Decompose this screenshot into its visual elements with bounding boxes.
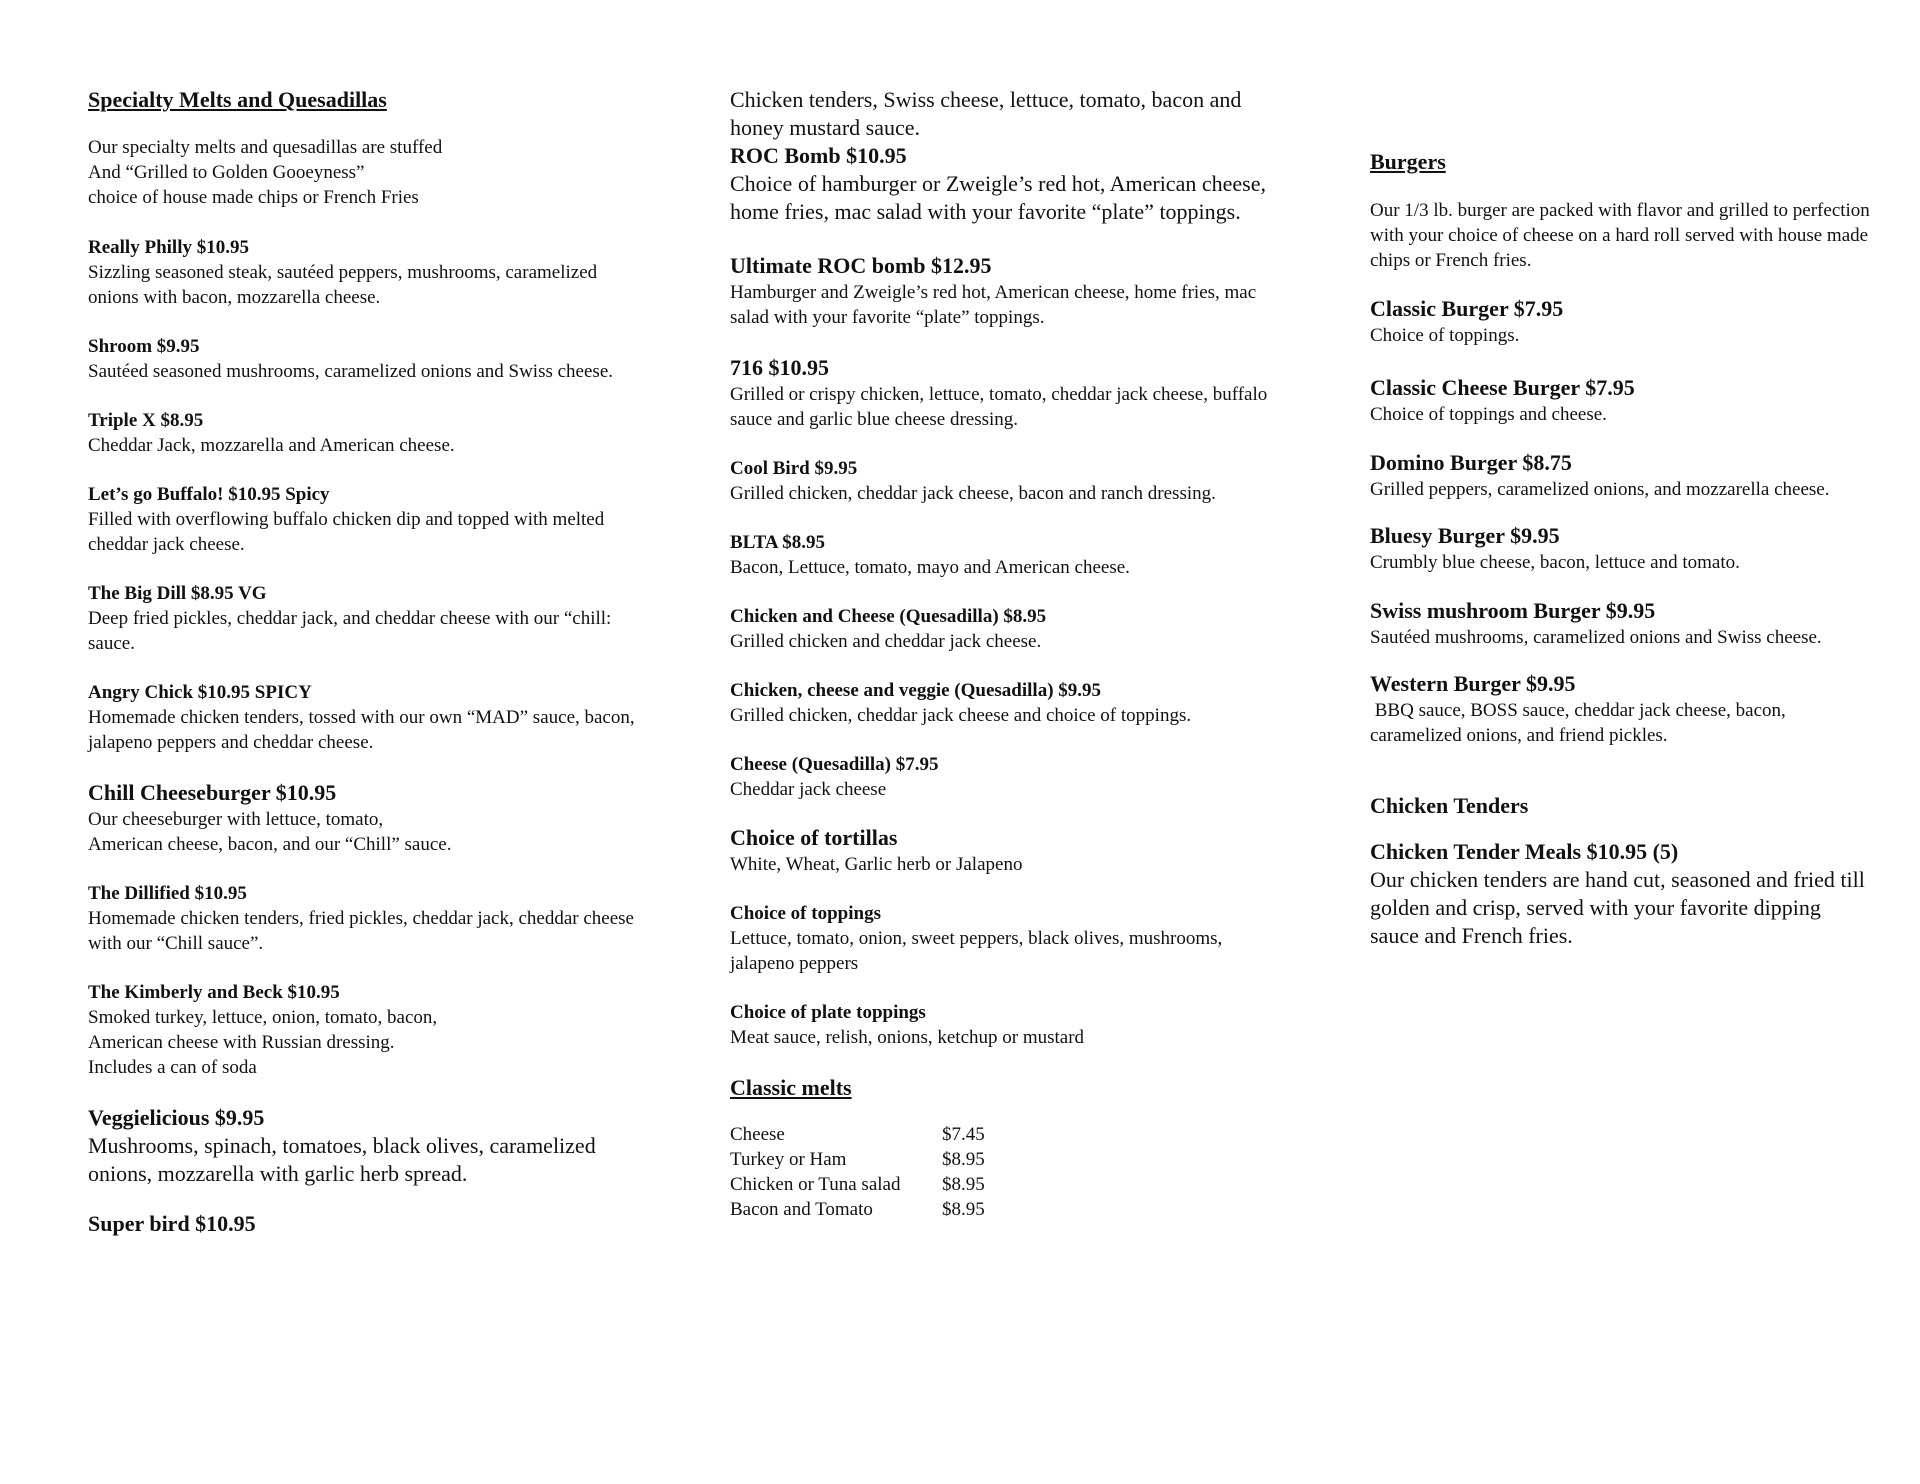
- classic-melts-table: [730, 1122, 985, 1222]
- menu-item-desc: Deep fried pickles, cheddar jack, and cheddar cheese with our “chill: sauce.: [88, 608, 612, 654]
- menu-item-big-dill: [88, 581, 648, 656]
- menu-item-title: Chill Cheeseburger $10.95: [88, 780, 337, 805]
- section-heading-classic-melts: Classic melts: [730, 1075, 852, 1100]
- menu-item-cool-bird: [730, 456, 1290, 506]
- menu-item-desc: Our chicken tenders are hand cut, seasoned and fried till golden and crisp, served with your favorite dipping sauce and French fries.: [1370, 867, 1865, 948]
- menu-item-triple-x: [88, 408, 648, 458]
- menu-item-desc: Hamburger and Zweigle’s red hot, American cheese, home fries, mac salad with your favorite “plate” toppings.: [730, 282, 1257, 328]
- menu-item-super-bird: [88, 1210, 648, 1238]
- menu-item-desc-line: American cheese with Russian dressing.: [88, 1032, 395, 1053]
- menu-item-title: Swiss mushroom Burger $9.95: [1370, 598, 1656, 623]
- menu-item-desc: Grilled chicken, cheddar jack cheese, bacon and ranch dressing.: [730, 483, 1216, 504]
- menu-item-really-philly: [88, 235, 648, 310]
- intro-line: choice of house made chips or French Fries: [88, 187, 419, 208]
- menu-item-desc-line: Smoked turkey, lettuce, onion, tomato, bacon,: [88, 1007, 438, 1028]
- choice-of-toppings: [730, 901, 1290, 976]
- menu-item-title: Veggielicious $9.95: [88, 1105, 265, 1130]
- table-row: [730, 1172, 985, 1197]
- menu-item-lets-go-buffalo: [88, 482, 648, 557]
- menu-item-western-burger: [1370, 670, 1870, 748]
- menu-item-title: Bluesy Burger $9.95: [1370, 523, 1560, 548]
- melt-name: Cheese: [730, 1124, 785, 1145]
- menu-item-title: Choice of toppings: [730, 903, 881, 924]
- table-row: [730, 1122, 985, 1147]
- column-burgers: [1370, 148, 1870, 950]
- melt-price: $8.95: [942, 1149, 985, 1170]
- section-intro: Our 1/3 lb. burger are packed with flavor and grilled to perfection with your choice of cheese on a hard roll served with house made chips or French fries.: [1370, 200, 1870, 271]
- menu-item-desc: Sautéed mushrooms, caramelized onions and Swiss cheese.: [1370, 627, 1822, 648]
- menu-item-title: Triple X $8.95: [88, 410, 204, 431]
- menu-item-desc: Crumbly blue cheese, bacon, lettuce and tomato.: [1370, 552, 1740, 573]
- menu-item-desc-line: Our cheeseburger with lettuce, tomato,: [88, 809, 384, 830]
- menu-item-desc: Grilled or crispy chicken, lettuce, tomato, cheddar jack cheese, buffalo sauce and garlic blue cheese dressing.: [730, 384, 1268, 430]
- menu-item-title: Cheese (Quesadilla) $7.95: [730, 754, 939, 775]
- menu-item-title: 716 $10.95: [730, 355, 829, 380]
- menu-item-desc: Lettuce, tomato, onion, sweet peppers, black olives, mushrooms, jalapeno peppers: [730, 928, 1223, 974]
- menu-item-title: ROC Bomb $10.95: [730, 143, 907, 168]
- menu-item-desc: BBQ sauce, BOSS sauce, cheddar jack cheese, bacon, caramelized onions, and friend pickles.: [1370, 700, 1791, 746]
- menu-item-title: The Kimberly and Beck $10.95: [88, 982, 340, 1003]
- column-middle: [730, 86, 1290, 1222]
- menu-item-desc: Filled with overflowing buffalo chicken dip and topped with melted cheddar jack cheese.: [88, 509, 605, 555]
- melt-name: Bacon and Tomato: [730, 1199, 873, 1220]
- menu-item-desc: Choice of toppings.: [1370, 325, 1520, 346]
- menu-item-cheese-quesadilla: [730, 752, 1290, 802]
- table-row: [730, 1147, 985, 1172]
- menu-item-desc: Bacon, Lettuce, tomato, mayo and American cheese.: [730, 557, 1130, 578]
- menu-item-desc: Cheddar Jack, mozzarella and American cheese.: [88, 435, 455, 456]
- menu-item-roc-bomb: [730, 142, 1290, 226]
- menu-item-title: Domino Burger $8.75: [1370, 450, 1572, 475]
- menu-item-ultimate-roc-bomb: [730, 252, 1290, 330]
- menu-item-desc-line: American cheese, bacon, and our “Chill” sauce.: [88, 834, 452, 855]
- choice-of-plate-toppings: [730, 1000, 1290, 1050]
- menu-item-title: Super bird $10.95: [88, 1211, 256, 1236]
- menu-item-title: Ultimate ROC bomb $12.95: [730, 253, 992, 278]
- section-heading-burgers: Burgers: [1370, 149, 1446, 174]
- menu-item-716: [730, 354, 1290, 432]
- menu-item-desc: Grilled peppers, caramelized onions, and mozzarella cheese.: [1370, 479, 1830, 500]
- menu-item-classic-burger: [1370, 295, 1870, 348]
- menu-item-title: Western Burger $9.95: [1370, 671, 1576, 696]
- menu-item-veggielicious: [88, 1104, 648, 1188]
- menu-item-title: The Dillified $10.95: [88, 883, 247, 904]
- table-row: [730, 1197, 985, 1222]
- menu-item-title: Really Philly $10.95: [88, 237, 249, 258]
- menu-item-title: Cool Bird $9.95: [730, 458, 858, 479]
- intro-line: Our specialty melts and quesadillas are stuffed: [88, 137, 443, 158]
- menu-item-shroom: [88, 334, 648, 384]
- menu-item-desc: Choice of toppings and cheese.: [1370, 404, 1607, 425]
- column-specialty-melts: [88, 86, 648, 1238]
- menu-item-chicken-cheese-veggie-quesadilla: [730, 678, 1290, 728]
- menu-item-desc: Mushrooms, spinach, tomatoes, black olives, caramelized onions, mozzarella with garlic herb spread.: [88, 1133, 596, 1186]
- menu-item-title: Choice of tortillas: [730, 825, 898, 850]
- menu-item-domino-burger: [1370, 449, 1870, 502]
- menu-item-desc: Sautéed seasoned mushrooms, caramelized onions and Swiss cheese.: [88, 361, 614, 382]
- menu-item-title: Chicken, cheese and veggie (Quesadilla) $9.95: [730, 680, 1102, 701]
- menu-item-blta: [730, 530, 1290, 580]
- menu-item-title: Angry Chick $10.95 SPICY: [88, 682, 312, 703]
- menu-item-desc-line: Includes a can of soda: [88, 1057, 257, 1078]
- menu-item-dillified: [88, 881, 648, 956]
- menu-item-title: Chicken and Cheese (Quesadilla) $8.95: [730, 606, 1047, 627]
- menu-item-title: Choice of plate toppings: [730, 1002, 926, 1023]
- menu-item-title: Classic Cheese Burger $7.95: [1370, 375, 1635, 400]
- menu-item-title: Classic Burger $7.95: [1370, 296, 1564, 321]
- menu-item-swiss-mushroom-burger: [1370, 597, 1870, 650]
- super-bird-desc: Chicken tenders, Swiss cheese, lettuce, tomato, bacon and honey mustard sauce.: [730, 87, 1242, 140]
- section-heading-specialty-melts: Specialty Melts and Quesadillas: [88, 87, 387, 112]
- menu-item-title: The Big Dill $8.95 VG: [88, 583, 267, 604]
- choice-of-tortillas: [730, 824, 1290, 877]
- menu-item-classic-cheese-burger: [1370, 374, 1870, 427]
- menu-item-kimberly-and-beck: [88, 980, 648, 1080]
- menu-item-angry-chick: [88, 680, 648, 755]
- menu-item-desc: Homemade chicken tenders, tossed with our own “MAD” sauce, bacon, jalapeno peppers and cheddar cheese.: [88, 707, 635, 753]
- menu-item-desc: Meat sauce, relish, onions, ketchup or mustard: [730, 1027, 1085, 1048]
- melt-price: $7.45: [942, 1124, 985, 1145]
- menu-item-desc: Choice of hamburger or Zweigle’s red hot, American cheese, home fries, mac salad with your favorite “plate” toppings.: [730, 171, 1266, 224]
- menu-item-title: Chicken Tender Meals $10.95 (5): [1370, 839, 1679, 864]
- menu-item-chill-cheeseburger: [88, 779, 648, 857]
- section-intro: [88, 135, 648, 210]
- menu-item-desc: Grilled chicken and cheddar jack cheese.: [730, 631, 1042, 652]
- melt-name: Turkey or Ham: [730, 1149, 847, 1170]
- menu-item-title: BLTA $8.95: [730, 532, 826, 553]
- intro-line: And “Grilled to Golden Gooeyness”: [88, 162, 365, 183]
- menu-item-desc: Cheddar jack cheese: [730, 779, 887, 800]
- menu-item-desc: Sizzling seasoned steak, sautéed peppers, mushrooms, caramelized onions with bacon, mozzarella cheese.: [88, 262, 598, 308]
- melt-price: $8.95: [942, 1199, 985, 1220]
- menu-item-chicken-cheese-quesadilla: [730, 604, 1290, 654]
- menu-item-chicken-tender-meals: [1370, 838, 1870, 950]
- melt-name: Chicken or Tuna salad: [730, 1174, 901, 1195]
- menu-item-desc: Grilled chicken, cheddar jack cheese and choice of toppings.: [730, 705, 1192, 726]
- melt-price: $8.95: [942, 1174, 985, 1195]
- menu-item-title: Let’s go Buffalo! $10.95 Spicy: [88, 484, 330, 505]
- menu-item-desc: Homemade chicken tenders, fried pickles, cheddar jack, cheddar cheese with our “Chill sauce”.: [88, 908, 634, 954]
- section-heading-chicken-tenders: Chicken Tenders: [1370, 793, 1529, 818]
- menu-item-desc: White, Wheat, Garlic herb or Jalapeno: [730, 854, 1023, 875]
- menu-item-title: Shroom $9.95: [88, 336, 200, 357]
- menu-item-bluesy-burger: [1370, 522, 1870, 575]
